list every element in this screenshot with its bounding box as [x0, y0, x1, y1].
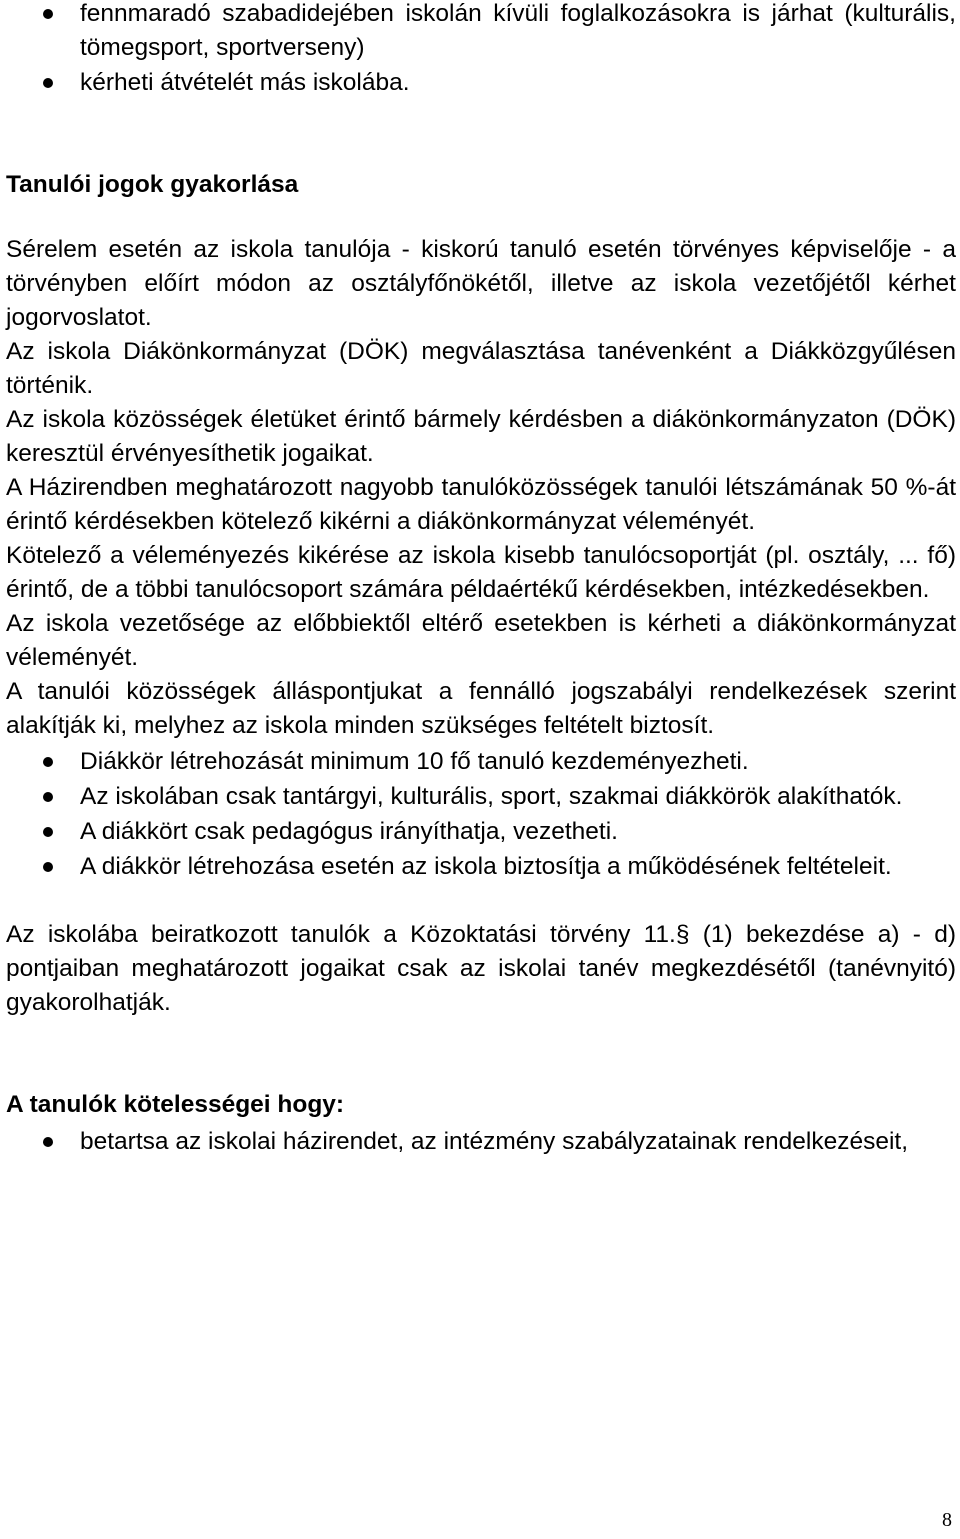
section-heading-duties: A tanulók kötelességei hogy: [6, 1091, 345, 1118]
list-item [6, 745, 956, 779]
section-heading-rights: Tanulói jogok gyakorlása [6, 171, 299, 198]
list-item-text: A diákkör létrehozása esetén az iskola biztosítja a működésének feltételeit. [80, 853, 892, 880]
list-item-text: fennmaradó szabadidejében iskolán kívüli foglalkozásokra is járhat (kulturális, tömegsport, sportverseny) [80, 0, 956, 61]
list-item [6, 0, 956, 65]
list-item-text: Az iskolában csak tantárgyi, kulturális, sport, szakmai diákkörök alakíthatók. [80, 783, 903, 810]
student-club-bullet-list [6, 745, 956, 884]
bullet-icon [43, 827, 53, 837]
bullet-icon [43, 757, 53, 767]
paragraph: Az iskola Diákönkormányzat (DÖK) megválasztása tanévenként a Diákközgyűlésen történik. [6, 338, 956, 399]
list-item [6, 66, 956, 100]
bullet-icon [43, 862, 53, 872]
list-item [6, 815, 956, 849]
list-item-text: kérheti átvételét más iskolába. [80, 69, 410, 96]
page-number: 8 [942, 1509, 952, 1531]
paragraph: A tanulói közösségek álláspontjukat a fennálló jogszabályi rendelkezések szerint alakítják ki, melyhez az iskola minden szükséges feltételt biztosít. [6, 678, 956, 739]
bullet-icon [43, 792, 53, 802]
list-item-text: A diákkört csak pedagógus irányíthatja, vezetheti. [80, 818, 618, 845]
bullet-icon [43, 78, 53, 88]
list-item [6, 1125, 956, 1159]
list-item-text: betartsa az iskolai házirendet, az intézmény szabályzatainak rendelkezéseit, [80, 1128, 908, 1155]
list-item [6, 850, 956, 884]
top-bullet-list [6, 0, 956, 100]
paragraph: Az iskola vezetősége az előbbiektől eltérő esetekben is kérheti a diákönkormányzat véleményét. [6, 610, 956, 671]
list-item-text: Diákkör létrehozását minimum 10 fő tanuló kezdeményezheti. [80, 748, 749, 775]
list-item [6, 780, 956, 814]
paragraph: A Házirendben meghatározott nagyobb tanulóközösségek tanulói létszámának 50 %-át érintő kérdésekben kötelező kikérni a diákönkormányzat véleményét. [6, 474, 956, 535]
closing-paragraph: Az iskolába beiratkozott tanulók a Közoktatási törvény 11.§ (1) bekezdése a) - d) pontjaiban meghatározott jogaikat csak az iskolai tanév megkezdésétől (tanévnyitó) gyakorolhatják. [6, 921, 956, 1016]
document-page [6, 0, 956, 1160]
bullet-icon [43, 9, 53, 19]
duties-bullet-list [6, 1125, 956, 1159]
paragraph: Sérelem esetén az iskola tanulója - kiskorú tanuló esetén törvényes képviselője - a törvényben előírt módon az osztályfőnökétől, illetve az iskola vezetőjétől kérhet jogorvoslatot. [6, 236, 956, 331]
paragraph: Az iskola közösségek életüket érintő bármely kérdésben a diákönkormányzaton (DÖK) keresztül érvényesíthetik jogaikat. [6, 406, 956, 467]
bullet-icon [43, 1137, 53, 1147]
paragraph: Kötelező a véleményezés kikérése az iskola kisebb tanulócsoportját (pl. osztály, ... fő) érintő, de a többi tanulócsoport számára példaértékű kérdésekben, intézkedésekben. [6, 542, 956, 603]
